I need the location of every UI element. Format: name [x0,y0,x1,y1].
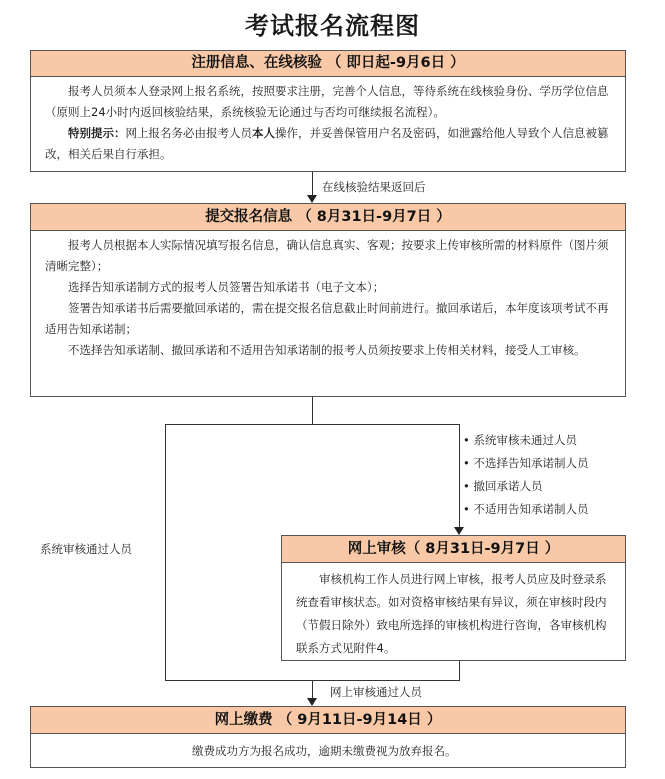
branch-line-right [459,424,460,530]
step-register-verify-body [31,77,625,165]
step-register-verify [30,50,626,172]
step-online-review [281,535,626,661]
step-register-verify-text: 报考人员须本人登录网上报名系统，按照要求注册，完善个人信息，等待系统在线核验身份、学历学位信息（原则上24小时内返回核验结果，系统核验无论通过与否均可继续报名流程）。 [45,84,609,119]
branch-line-left [165,424,166,680]
step-online-review-header: 网上审核（ 8月31日-9月7日 ） [282,536,625,563]
step-online-review-body [282,563,625,660]
merge-line-down [312,680,313,700]
connector-arrow-1 [307,195,317,203]
step-online-payment [30,706,626,768]
connector-label-verify-returned: 在线核验结果返回后 [322,180,426,194]
special-notice-text-b: 操作，并妥善保管用户名及密码，如泄露给他人导致个人信息被篡改，相关后果自行承担。 [45,126,609,161]
step-submit-info [30,203,626,397]
step-submit-info-text-4: 不选择告知承诺制、撤回承诺和不适用告知承诺制的报考人员须按要求上传相关材料，接受人工审核。 [68,343,586,357]
manual-review-group: • 系统审核未通过人员 [463,429,588,452]
label-review-pass: 网上审核通过人员 [330,685,422,699]
step-submit-info-text-3: 签署告知承诺书后需要撤回承诺的，需在提交报名信息截止时间前进行。撤回承诺后，本年度该项考试不再适用告知承诺制； [45,301,609,336]
page-title: 考试报名流程图 [245,11,420,40]
merge-arrow [307,698,317,706]
step-submit-info-text-1: 报考人员根据本人实际情况填写报名信息，确认信息真实、客观；按要求上传审核所需的材料原件（图片须清晰完整）； [45,238,609,273]
special-notice-text-a: 网上报名务必由报考人员 [125,126,252,140]
branch-line-horizontal [165,424,460,425]
step-online-payment-body [31,734,625,762]
step-online-review-text: 审核机构工作人员进行网上审核，报考人员应及时登录系统查看审核状态。如对资格审核结果有异议，须在审核时段内（节假日除外）致电所选择的审核机构进行咨询，各审核机构联系方式见附件4。 [296,572,607,655]
step-online-payment-header: 网上缴费 （ 9月11日-9月14日 ） [31,707,625,734]
step-submit-info-header: 提交报名信息 （ 8月31日-9月7日 ） [31,204,625,231]
connector-line-1 [312,172,313,196]
special-notice-label: 特别提示： [68,126,126,140]
step-submit-info-body [31,231,625,361]
step-register-verify-header: 注册信息、在线核验 （ 即日起-9月6日 ） [31,51,625,77]
label-system-pass: 系统审核通过人员 [40,542,132,556]
special-notice-emphasis: 本人 [252,126,275,140]
manual-review-group: • 撤回承诺人员 [463,475,588,498]
manual-review-group: • 不适用告知承诺制人员 [463,498,588,521]
special-notice [45,123,611,165]
branch-arrow-to-review [454,527,464,535]
step-online-payment-text: 缴费成功方为报名成功，逾期未缴费视为放弃报名。 [192,744,457,758]
review-line-down [459,661,460,680]
manual-review-groups [463,429,588,521]
manual-review-group: • 不选择告知承诺制人员 [463,452,588,475]
branch-line-down [312,397,313,424]
step-submit-info-text-2: 选择告知承诺制方式的报考人员签署告知承诺书（电子文本）； [68,280,385,294]
